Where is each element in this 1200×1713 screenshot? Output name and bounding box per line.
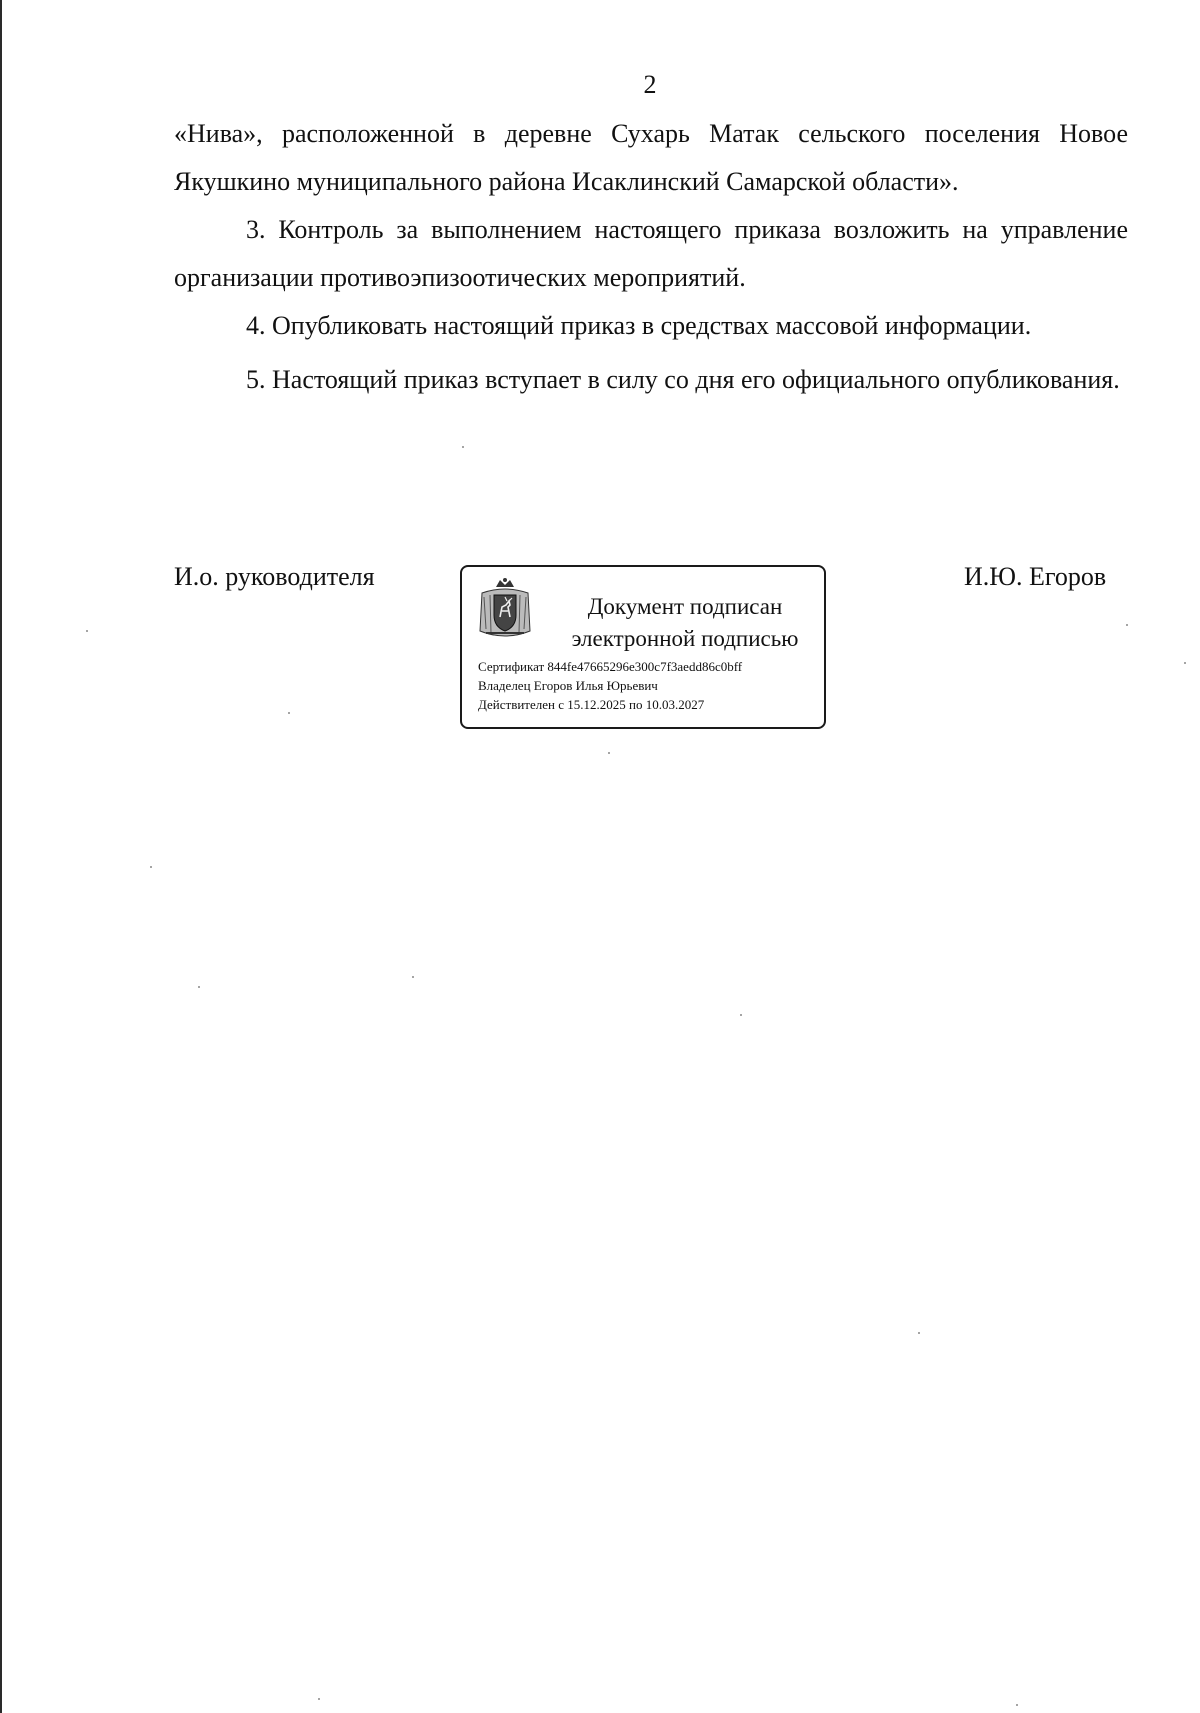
scan-speck — [86, 630, 88, 632]
stamp-details — [478, 657, 742, 714]
scan-speck — [318, 1698, 320, 1700]
scan-speck — [1184, 662, 1186, 664]
paragraph-text: «Нива», расположенной в деревне Сухарь Матак сельского поселения Новое Якушкино муниципального района Исаклинский Самарской области». — [174, 119, 1128, 196]
paragraph-item-5 — [174, 356, 1128, 404]
certificate-validity: Действителен с 15.12.2025 по 10.03.2027 — [478, 697, 705, 712]
scan-speck — [918, 1332, 920, 1334]
certificate-owner: Владелец Егоров Илья Юрьевич — [478, 678, 658, 693]
paragraph-item-4 — [174, 302, 1128, 350]
signatory-title: И.о. руководителя — [174, 562, 375, 591]
stamp-heading-line: Документ подписан — [587, 594, 783, 619]
page-number: 2 — [643, 70, 657, 99]
paragraph-continuation — [174, 110, 1128, 206]
scan-speck — [740, 1014, 742, 1016]
scan-speck — [462, 446, 464, 448]
scan-edge — [0, 0, 2, 1713]
scan-speck — [288, 712, 290, 714]
scan-speck — [1126, 624, 1128, 626]
scan-speck — [1016, 1704, 1018, 1706]
scan-speck — [198, 986, 200, 988]
stamp-heading — [554, 591, 816, 655]
certificate-number: Сертификат 844fe47665296e300c7f3aedd86c0bff — [478, 659, 743, 674]
signatory-name: И.Ю. Егоров — [964, 562, 1107, 591]
paragraph-text: 5. Настоящий приказ вступает в силу со дня его официального опубликования. — [246, 365, 1120, 394]
paragraph-text: 3. Контроль за выполнением настоящего приказа возложить на управление организации противоэпизоотических мероприятий. — [174, 215, 1128, 292]
scan-speck — [608, 752, 610, 754]
scan-speck — [412, 976, 414, 978]
electronic-signature-stamp — [460, 565, 826, 729]
paragraph-item-3 — [174, 206, 1128, 302]
stamp-heading-line: электронной подписью — [571, 626, 799, 651]
coat-of-arms-icon — [476, 577, 534, 641]
scan-speck — [150, 866, 152, 868]
paragraph-text: 4. Опубликовать настоящий приказ в средствах массовой информации. — [246, 311, 1032, 340]
